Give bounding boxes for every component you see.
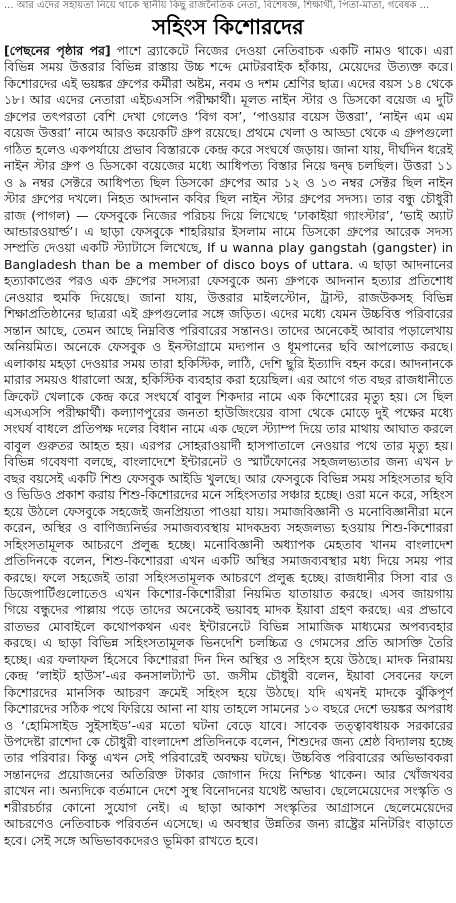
article-headline: সহিংস কিশোরদের [152,15,304,39]
continuation-label: [পেছনের পৃষ্ঠার পর] [4,43,111,58]
article-text: পাশে ব্র্যাকেটে নিজের দেওয়া নেতিবাচক একটি নামও থাকে। এরা বিভিন্ন সময় উত্তরার বিভিন্ন রাস্তায় উচ্চ শব্দে মোটরবাইক হাঁকায়, মেয়েদের উত্যক্ত করে। কিশোরদের এই ভয়ঙ্কর গ্রুপের কর্মীরা অষ্টম, নবম ও দশম শ্রেণির ছাত্র। এদের বয়স ১৪ থেকে ১৮। আর এদের নেতারা এইচএসসি পরীক্ষার্থী। মূলত নাইন স্টার ও ডিসকো বয়েজ এ দুটি গ্রুপের তৎপরতা বেশি দেখা গেলেও ‘বিগ বস’, ‘পাওয়ার বয়েস উত্তরা’, ‘নাইন এম এম বয়েজ উত্তরা’ নামে আরও কয়েকটি গ্রুপ রয়েছে। প্রথমে খেলা ও আড্ডা থেকে এ গ্রুপগুলো গঠিত হলেও একপর্যায়ে প্রভাব বিস্তারকে কেন্দ্র করে সংঘর্ষে জড়ায়। জানা যায়, দীর্ঘদিন ধরেই নাইন স্টার গ্রুপ ও ডিসকো বয়েজের মধ্যে আধিপত্য বিস্তার নিয়ে দ্বন্দ্ব চলছিল। উত্তরা ১১ ও ৯ নম্বর সেক্টরে আধিপত্য ছিল ডিসকো গ্রুপের আর ১২ ও ১৩ নম্বর সেক্টর ছিল নাইন স্টার গ্রুপের দখলে। নিহত আদনান কবির ছিল নাইন স্টার গ্রুপের সদস্য। তার বন্ধু চৌধুরী রাজ (পাগল) — ফেসবুকে নিজের পরিচয় দিয়ে লিখেছে ‘ঢাকাইয়া গ্যাংস্টার’, ‘ভাই অ্যাট আন্ডারওয়ার্ল্ড’। এ ছাড়া ফেসবুকে শাহরিয়ার ইসলাম নামে ডিসকো গ্রুপের আরেক সদস্য সম্প্রতি দেওয়া একটি স্ট্যাটাসে লিখেছে, If u wanna play gangstah (gangster) in Bangladesh than be a member of disco boys of uttara. এ ছাড়া আদনানের হত্যাকাণ্ডের পরও এক গ্রুপের সদস্যরা ফেসবুকে অন্য গ্রুপকে আদনান হত্যার প্রতিশোধ নেওয়ার হুমকি দিয়েছে। জানা যায়, উত্তরার মাইলস্টোন, ট্রাস্ট, রাজউকসহ বিভিন্ন শিক্ষাপ্রতিষ্ঠানের ছাত্ররা এই গ্রুপগুলোর সঙ্গে জড়িত। এদের মধ্যে যেমন উচ্চবিত্ত পরিবারের সন্তান আছে, তেমন আছে নিম্নবিত্ত পরিবারের সন্তানও। তাদের অনেকেই আবার পড়ালেখায় অনিয়মিত। অনেকে ফেসবুক ও ইনস্টাগ্রামে মদ্যপান ও ধূমপানের ছবি আপলোড করছে। এলাকায় মহড়া দেওয়ার সময় তারা হকিস্টিক, লাঠি, দেশি ছুরি ইত্যাদি বহন করে। আদনানকে মারার সময়ও ধারালো অস্ত্র, হকিস্টিক ব্যবহার করা হয়েছিল। এর আগে গত বছর রাজধানীতে ক্রিকেট খেলাকে কেন্দ্র করে সংঘর্ষে বাবুল শিকদার নামে এক কিশোরের মৃত্যু হয়। সে ছিল এসএসসি পরীক্ষার্থী। কল্যাণপুরের জনতা হাউজিংয়ের বাসা থেকে মোড়ে দুই পক্ষের মধ্যে সংঘর্ষ বাধলে প্রতিপক্ষ দলের বিধান নামে এক ছেলে স্ট্যাম্প দিয়ে তার মাথায় আঘাত করলে বাবুল গুরুতর আহত হয়। এরপর সোহরাওয়ার্দী হাসপাতালে নেওয়ার পথে তার মৃত্যু হয়। বিভিন্ন গবেষণা বলছে, বাংলাদেশে ইন্টারনেট ও স্মার্টফোনের সহজলভ্যতার জন্য এখন ৮ বছর বয়সেই একটি শিশু ফেসবুক আইডি খুলছে। আর ফেসবুকে বিভিন্ন সময় সহিংসতার ছবি ও ভিডিও প্রকাশ করায় শিশু-কিশোরদের মনে সহিংসতার সঞ্চার হচ্ছে। ওরা মনে করে, সহিংস হয়ে উঠলে ফেসবুকে সহজেই জনপ্রিয়তা পাওয়া যায়। সমাজবিজ্ঞানী ও মনোবিজ্ঞানীরা মনে করেন, অস্থির ও বাণিজ্যনির্ভর সমাজব্যবস্থায় মাদকদ্রব্য সহজলভ্য হওয়ায় শিশু-কিশোররা সহিংসতামূলক আচরণে প্রলুব্ধ হচ্ছে। মনোবিজ্ঞানী অধ্যাপক মেহতাব খানম বাংলাদেশ প্রতিদিনকে বলেন, শিশু-কিশোররা এখন একটি অস্থির সমাজব্যবস্থার মধ্য দিয়ে সময় পার করছে। ফলে সহজেই তারা সহিংসতামূলক আচরণে প্রলুব্ধ হচ্ছে। রাজধানীর সিসা বার ও ডিজেপার্টিগুলোতেও এখন কিশোর-কিশোরীরা নিয়মিত যাতায়াত করছে। এসব জায়গায় গিয়ে বন্ধুদের পাল্লায় পড়ে তাদের অনেকেই ভয়াবহ মাদক ইয়াবা গ্রহণ করছে। এর প্রভাবে রাতভর মোবাইলে কথোপকথন এবং ইন্টারনেটে বিভিন্ন সামাজিক মাধ্যমের অপব্যবহার করছে। এ ছাড়া বিভিন্ন সহিংসতামূলক ভিনদেশি চলচ্চিত্র ও গেমসের প্রতি আসক্তি তৈরি হচ্ছে। এর ফলাফল হিসেবে কিশোররা দিন দিন অস্থির ও সহিংস হয়ে উঠছে। মাদক নিরাময় কেন্দ্র ‘লাইট হাউস’-এর কনসালট্যান্ট ডা. জসীম চৌধুরী বলেন, ইয়াবা সেবনের ফলে কিশোরদের মানসিক আচরণ ক্রমেই সহিংস হয়ে উঠছে। যদি এখনই মাদকে ঝুঁকিপূর্ণ কিশোরদের সঠিক পথে ফিরিয়ে আনা না যায় তাহলে সামনের ১০ বছরে দেশে ভয়ঙ্কর অপরাধ ও ‘হোমিসাইড সুইসাইড’-এর মতো ঘটনা বেড়ে যাবে। সাবেক তত্ত্বাবধায়ক সরকারের উপদেষ্টা রাশেদা কে চৌধুরী বাংলাদেশ প্রতিদিনকে বলেন, শিশুদের জন্য শ্রেষ্ঠ বিদ্যালয় হচ্ছে তার পরিবার। কিন্তু এখন সেই পরিবারেই অবক্ষয় ঘটছে। উচ্চবিত্ত পরিবারের অভিভাবকরা সন্তানদের প্রয়োজনের অতিরিক্ত টাকার জোগান দিয়ে নিশ্চিন্ত থাকেন। আর খোঁজখবর রাখেন না। অন্যদিকে বর্তমানে দেশে সুস্থ বিনোদনের যথেষ্ট অভাব। ছেলেমেয়েদের সংস্কৃতি ও শরীরচর্চার কোনো সুযোগ নেই। এ ছাড়া আকাশ সংস্কৃতির আগ্রাসনে ছেলেমেয়েদের আচরণেও নেতিবাচক পরিবর্তন এসেছে। এ অবস্থার উন্নতির জন্য রাষ্ট্রের মনিটরিং বাড়াতে হবে। সেই সঙ্গে অভিভাবকদেরও ভূমিকা রাখতে হবে। [4,43,453,848]
previous-column-strip: ... আর এদের সহায়তা নিয়ে থাকে স্থানীয় কিছু রাজনৈতিক নেতা, বিশেষজ্ঞ, শিক্ষার্থী, পিতা-মাতা, গবেষক ... [4,0,430,11]
article-body [4,43,453,901]
article-paragraph [4,43,453,849]
